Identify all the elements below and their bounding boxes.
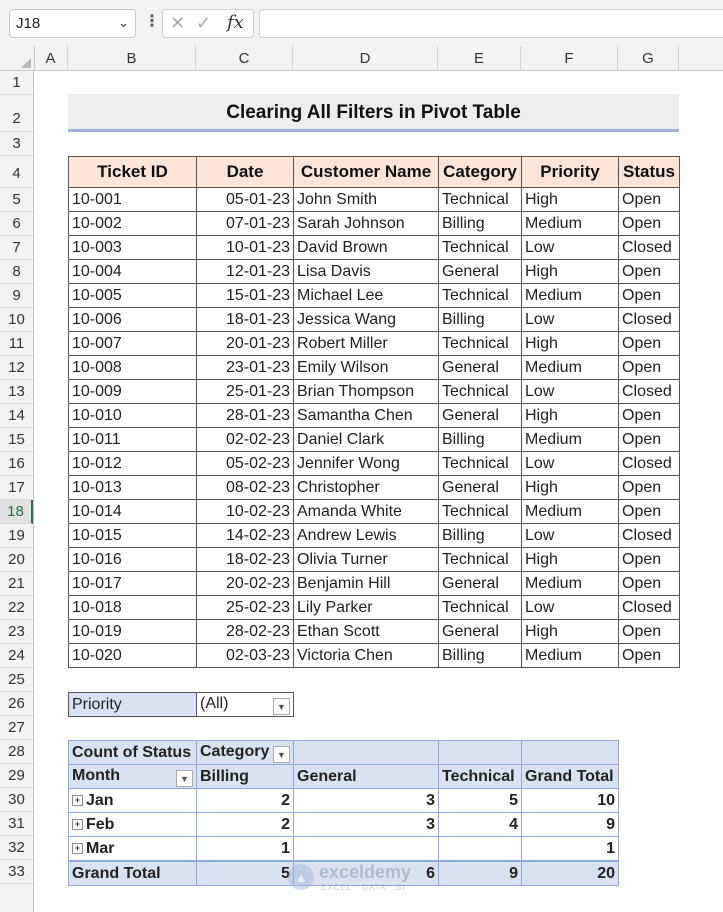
- filter-dropdown-icon[interactable]: ▼: [273, 698, 290, 715]
- table-row: [69, 260, 680, 284]
- cell-ticket-id[interactable]: 10-018: [69, 596, 197, 620]
- pivot-row-label-text: Feb: [86, 815, 115, 833]
- row-header[interactable]: 10: [0, 308, 33, 332]
- formula-bar: [0, 0, 723, 46]
- row-header[interactable]: 29: [0, 764, 33, 788]
- table-row: [69, 524, 680, 548]
- watermark: [288, 862, 438, 896]
- formula-input[interactable]: [259, 9, 723, 38]
- row-header[interactable]: 6: [0, 212, 33, 236]
- header-customer-name[interactable]: Customer Name: [294, 157, 439, 188]
- row-header[interactable]: 22: [0, 596, 33, 620]
- row-header[interactable]: 33: [0, 860, 33, 884]
- watermark-tagline: EXCEL · DATA · BI: [321, 883, 406, 892]
- cell-category[interactable]: Technical: [439, 332, 522, 356]
- cell-status[interactable]: Open: [619, 332, 680, 356]
- cell-priority[interactable]: High: [522, 188, 619, 212]
- grand-total-label[interactable]: Grand Total: [69, 861, 197, 886]
- select-all-corner[interactable]: [0, 46, 35, 71]
- pivot-cell[interactable]: 4: [439, 813, 522, 837]
- cell-customer-name[interactable]: Samantha Chen: [294, 404, 439, 428]
- row-header[interactable]: 25: [0, 668, 33, 692]
- cell-ticket-id[interactable]: 10-019: [69, 620, 197, 644]
- cell-status[interactable]: Open: [619, 476, 680, 500]
- cell-priority[interactable]: Low: [522, 308, 619, 332]
- row-header[interactable]: 16: [0, 452, 33, 476]
- table-row: [69, 332, 680, 356]
- cell-date[interactable]: 08-02-23: [197, 476, 294, 500]
- cell-date[interactable]: 15-01-23: [197, 284, 294, 308]
- cell-category[interactable]: Technical: [439, 596, 522, 620]
- cell-priority[interactable]: High: [522, 548, 619, 572]
- pivot-header-blank: [522, 741, 619, 765]
- pivot-filter-label[interactable]: Priority: [69, 693, 197, 717]
- cell-priority[interactable]: Medium: [522, 572, 619, 596]
- cell-priority[interactable]: High: [522, 332, 619, 356]
- row-header[interactable]: 2: [0, 95, 33, 132]
- cell-date[interactable]: 28-01-23: [197, 404, 294, 428]
- pivot-column-field[interactable]: [197, 741, 294, 765]
- cell-status[interactable]: Closed: [619, 452, 680, 476]
- cancel-icon[interactable]: ✕: [170, 13, 186, 33]
- cell-status[interactable]: Open: [619, 212, 680, 236]
- cell-customer-name[interactable]: David Brown: [294, 236, 439, 260]
- cell-priority[interactable]: High: [522, 476, 619, 500]
- cell-status[interactable]: Closed: [619, 596, 680, 620]
- cell-category[interactable]: Technical: [439, 500, 522, 524]
- table-row: [69, 380, 680, 404]
- cell-status[interactable]: Open: [619, 356, 680, 380]
- cell-priority[interactable]: Medium: [522, 284, 619, 308]
- pivot-col-header[interactable]: Billing: [197, 765, 294, 789]
- pivot-filter-value-cell[interactable]: [197, 693, 294, 717]
- cell-customer-name[interactable]: Ethan Scott: [294, 620, 439, 644]
- more-options-icon[interactable]: ⋮: [144, 13, 160, 30]
- grand-total-cell[interactable]: 5: [197, 861, 294, 886]
- row-header[interactable]: 28: [0, 740, 33, 764]
- pivot-row-field[interactable]: [69, 765, 197, 789]
- pivot-cell[interactable]: 10: [522, 789, 619, 813]
- cell-category[interactable]: Technical: [439, 188, 522, 212]
- cell-customer-name[interactable]: Sarah Johnson: [294, 212, 439, 236]
- cell-customer-name[interactable]: Amanda White: [294, 500, 439, 524]
- cell-priority[interactable]: Medium: [522, 644, 619, 668]
- row-filter-dropdown-icon[interactable]: ▼: [176, 770, 193, 787]
- grand-total-cell[interactable]: 20: [522, 861, 619, 886]
- cell-ticket-id[interactable]: 10-008: [69, 356, 197, 380]
- cell-ticket-id[interactable]: 10-001: [69, 188, 197, 212]
- column-header-b[interactable]: B: [68, 46, 196, 71]
- expand-plus-icon[interactable]: +: [72, 819, 83, 830]
- row-header[interactable]: 15: [0, 428, 33, 452]
- cell-ticket-id[interactable]: 10-012: [69, 452, 197, 476]
- table-row: [69, 500, 680, 524]
- pivot-cell[interactable]: 3: [294, 813, 439, 837]
- cell-category[interactable]: General: [439, 260, 522, 284]
- table-row: [69, 236, 680, 260]
- row-header[interactable]: 23: [0, 620, 33, 644]
- row-header[interactable]: 1: [0, 71, 33, 95]
- row-header[interactable]: 8: [0, 260, 33, 284]
- cell-ticket-id[interactable]: 10-020: [69, 644, 197, 668]
- column-headers: [0, 46, 723, 71]
- pivot-value-label[interactable]: Count of Status: [69, 741, 197, 765]
- header-ticket-id[interactable]: Ticket ID: [69, 157, 197, 188]
- cell-customer-name[interactable]: Olivia Turner: [294, 548, 439, 572]
- table-row: [69, 404, 680, 428]
- header-category[interactable]: Category: [439, 157, 522, 188]
- row-header[interactable]: 7: [0, 236, 33, 260]
- cell-date[interactable]: 10-02-23: [197, 500, 294, 524]
- cell-date[interactable]: 25-01-23: [197, 380, 294, 404]
- chevron-down-icon[interactable]: ⌄: [118, 15, 129, 30]
- cell-date[interactable]: 05-02-23: [197, 452, 294, 476]
- pivot-row-label[interactable]: [69, 837, 197, 862]
- pivot-cell[interactable]: 9: [522, 813, 619, 837]
- row-header[interactable]: 30: [0, 788, 33, 812]
- cell-date[interactable]: 02-03-23: [197, 644, 294, 668]
- row-header[interactable]: 20: [0, 548, 33, 572]
- cell-status[interactable]: Closed: [619, 308, 680, 332]
- cell-ticket-id[interactable]: 10-006: [69, 308, 197, 332]
- table-row: [69, 356, 680, 380]
- cell-category[interactable]: Technical: [439, 284, 522, 308]
- cell-ticket-id[interactable]: 10-017: [69, 572, 197, 596]
- cell-customer-name[interactable]: Emily Wilson: [294, 356, 439, 380]
- cell-category[interactable]: Billing: [439, 212, 522, 236]
- row-header[interactable]: 31: [0, 812, 33, 836]
- cell-date[interactable]: 28-02-23: [197, 620, 294, 644]
- cell-ticket-id[interactable]: 10-009: [69, 380, 197, 404]
- row-header[interactable]: 26: [0, 692, 33, 716]
- cell-date[interactable]: 05-01-23: [197, 188, 294, 212]
- cell-date[interactable]: 10-01-23: [197, 236, 294, 260]
- table-row: [69, 284, 680, 308]
- cell-priority[interactable]: Low: [522, 236, 619, 260]
- cell-date[interactable]: 12-01-23: [197, 260, 294, 284]
- cell-customer-name[interactable]: Lisa Davis: [294, 260, 439, 284]
- cell-category[interactable]: General: [439, 476, 522, 500]
- row-header[interactable]: 14: [0, 404, 33, 428]
- cell-priority[interactable]: High: [522, 260, 619, 284]
- insert-function-icon[interactable]: fx: [227, 12, 244, 33]
- row-header[interactable]: 27: [0, 716, 33, 740]
- table-row: [69, 572, 680, 596]
- ticket-data-table: [68, 156, 680, 668]
- cell-category[interactable]: Technical: [439, 548, 522, 572]
- cell-category[interactable]: Billing: [439, 524, 522, 548]
- cell-priority[interactable]: Low: [522, 452, 619, 476]
- pivot-row-label-text: Jan: [86, 791, 114, 809]
- row-header[interactable]: 3: [0, 132, 33, 156]
- pivot-cell[interactable]: [439, 837, 522, 862]
- name-box-value: J18: [16, 15, 41, 32]
- cell-category[interactable]: Technical: [439, 380, 522, 404]
- cell-priority[interactable]: Low: [522, 524, 619, 548]
- enter-check-icon[interactable]: ✓: [196, 13, 212, 33]
- cell-status[interactable]: Open: [619, 188, 680, 212]
- cell-status[interactable]: Open: [619, 428, 680, 452]
- table-row: [69, 620, 680, 644]
- row-headers: [0, 71, 34, 912]
- pivot-cell[interactable]: 1: [522, 837, 619, 862]
- cell-customer-name[interactable]: Michael Lee: [294, 284, 439, 308]
- column-header-e[interactable]: E: [438, 46, 521, 71]
- row-header[interactable]: 21: [0, 572, 33, 596]
- cell-status[interactable]: Open: [619, 500, 680, 524]
- row-header[interactable]: 19: [0, 524, 33, 548]
- row-header[interactable]: 11: [0, 332, 33, 356]
- cell-ticket-id[interactable]: 10-004: [69, 260, 197, 284]
- cell-category[interactable]: General: [439, 620, 522, 644]
- row-header[interactable]: 12: [0, 356, 33, 380]
- row-header[interactable]: 17: [0, 476, 33, 500]
- page-title: Clearing All Filters in Pivot Table: [68, 94, 679, 132]
- cell-customer-name[interactable]: Andrew Lewis: [294, 524, 439, 548]
- row-header[interactable]: 24: [0, 644, 33, 668]
- cell-customer-name[interactable]: Benjamin Hill: [294, 572, 439, 596]
- table-row: [69, 188, 680, 212]
- cell-customer-name[interactable]: Christopher: [294, 476, 439, 500]
- cell-status[interactable]: Closed: [619, 524, 680, 548]
- pivot-header-blank: [439, 741, 522, 765]
- cell-priority[interactable]: Medium: [522, 500, 619, 524]
- cell-customer-name[interactable]: Daniel Clark: [294, 428, 439, 452]
- cell-priority[interactable]: Medium: [522, 356, 619, 380]
- pivot-cell[interactable]: 2: [197, 813, 294, 837]
- cell-status[interactable]: Closed: [619, 380, 680, 404]
- cell-category[interactable]: Billing: [439, 308, 522, 332]
- cell-status[interactable]: Open: [619, 572, 680, 596]
- pivot-cell[interactable]: 1: [197, 837, 294, 862]
- cell-customer-name[interactable]: Brian Thompson: [294, 380, 439, 404]
- table-row: [69, 308, 680, 332]
- cell-category[interactable]: General: [439, 572, 522, 596]
- pivot-cell[interactable]: 5: [439, 789, 522, 813]
- cell-customer-name[interactable]: Lily Parker: [294, 596, 439, 620]
- column-header-a[interactable]: A: [34, 46, 68, 71]
- cell-customer-name[interactable]: Jennifer Wong: [294, 452, 439, 476]
- cell-ticket-id[interactable]: 10-014: [69, 500, 197, 524]
- cell-category[interactable]: Billing: [439, 644, 522, 668]
- cell-priority[interactable]: Low: [522, 380, 619, 404]
- cell-category[interactable]: General: [439, 356, 522, 380]
- table-row: [69, 476, 680, 500]
- cell-customer-name[interactable]: John Smith: [294, 188, 439, 212]
- row-header[interactable]: 32: [0, 836, 33, 860]
- header-status[interactable]: Status: [619, 157, 680, 188]
- header-row: [69, 157, 680, 188]
- cell-priority[interactable]: Medium: [522, 428, 619, 452]
- cell-priority[interactable]: High: [522, 620, 619, 644]
- cell-priority[interactable]: High: [522, 404, 619, 428]
- cell-category[interactable]: Billing: [439, 428, 522, 452]
- cell-date[interactable]: 23-01-23: [197, 356, 294, 380]
- pivot-filter-value: (All): [200, 694, 229, 712]
- grand-total-cell[interactable]: 6: [294, 861, 439, 886]
- cell-status[interactable]: Open: [619, 620, 680, 644]
- cell-date[interactable]: 18-02-23: [197, 548, 294, 572]
- cell-ticket-id[interactable]: 10-005: [69, 284, 197, 308]
- cell-date[interactable]: 14-02-23: [197, 524, 294, 548]
- cell-date[interactable]: 07-01-23: [197, 212, 294, 236]
- cell-ticket-id[interactable]: 10-010: [69, 404, 197, 428]
- expand-plus-icon[interactable]: +: [72, 795, 83, 806]
- cell-date[interactable]: 18-01-23: [197, 308, 294, 332]
- cell-status[interactable]: Open: [619, 404, 680, 428]
- column-header-g[interactable]: G: [618, 46, 679, 71]
- column-header-d[interactable]: D: [293, 46, 438, 71]
- cell-date[interactable]: 20-02-23: [197, 572, 294, 596]
- cell-ticket-id[interactable]: 10-016: [69, 548, 197, 572]
- pivot-cell[interactable]: [294, 837, 439, 862]
- pivot-cell[interactable]: 2: [197, 789, 294, 813]
- table-row: [69, 428, 680, 452]
- table-row: [69, 596, 680, 620]
- row-header[interactable]: 9: [0, 284, 33, 308]
- cell-ticket-id[interactable]: 10-015: [69, 524, 197, 548]
- cell-date[interactable]: 25-02-23: [197, 596, 294, 620]
- header-priority[interactable]: Priority: [522, 157, 619, 188]
- cell-category[interactable]: Technical: [439, 236, 522, 260]
- formula-buttons: [162, 9, 254, 38]
- pivot-column-field-label: Category: [200, 742, 270, 760]
- cell-priority[interactable]: Low: [522, 596, 619, 620]
- pivot-header-blank: [294, 741, 439, 765]
- cell-customer-name[interactable]: Robert Miller: [294, 332, 439, 356]
- pivot-row-label-text: Mar: [86, 839, 115, 857]
- watermark-name: exceldemy: [319, 862, 412, 882]
- pivot-col-header[interactable]: Technical: [439, 765, 522, 789]
- table-row: [69, 548, 680, 572]
- cell-customer-name[interactable]: Jessica Wang: [294, 308, 439, 332]
- cell-ticket-id[interactable]: 10-011: [69, 428, 197, 452]
- table-row: [69, 452, 680, 476]
- cell-status[interactable]: Closed: [619, 236, 680, 260]
- column-filter-dropdown-icon[interactable]: ▼: [273, 746, 290, 763]
- pivot-row-label[interactable]: [69, 789, 197, 813]
- cell-date[interactable]: 02-02-23: [197, 428, 294, 452]
- name-box[interactable]: [9, 9, 136, 38]
- cell-status[interactable]: Open: [619, 284, 680, 308]
- row-header[interactable]: 4: [0, 156, 33, 188]
- cell-priority[interactable]: Medium: [522, 212, 619, 236]
- pivot-filter: [68, 692, 294, 717]
- cell-ticket-id[interactable]: 10-003: [69, 236, 197, 260]
- pivot-cell[interactable]: 3: [294, 789, 439, 813]
- cell-status[interactable]: Open: [619, 548, 680, 572]
- cell-status[interactable]: Open: [619, 644, 680, 668]
- pivot-col-header[interactable]: Grand Total: [522, 765, 619, 789]
- pivot-col-header[interactable]: General: [294, 765, 439, 789]
- row-header-selected[interactable]: 18: [0, 500, 33, 524]
- table-row: [69, 212, 680, 236]
- cell-date[interactable]: 20-01-23: [197, 332, 294, 356]
- pivot-row-label[interactable]: [69, 813, 197, 837]
- pivot-row-field-label: Month: [72, 766, 120, 784]
- row-header[interactable]: 13: [0, 380, 33, 404]
- row-header[interactable]: 5: [0, 188, 33, 212]
- cell-ticket-id[interactable]: 10-007: [69, 332, 197, 356]
- cell-customer-name[interactable]: Victoria Chen: [294, 644, 439, 668]
- header-date[interactable]: Date: [197, 157, 294, 188]
- cell-status[interactable]: Open: [619, 260, 680, 284]
- table-row: [69, 644, 680, 668]
- grand-total-cell[interactable]: 9: [439, 861, 522, 886]
- cell-category[interactable]: General: [439, 404, 522, 428]
- expand-plus-icon[interactable]: +: [72, 843, 83, 854]
- cell-ticket-id[interactable]: 10-013: [69, 476, 197, 500]
- cell-category[interactable]: Technical: [439, 452, 522, 476]
- column-header-f[interactable]: F: [521, 46, 618, 71]
- cell-ticket-id[interactable]: 10-002: [69, 212, 197, 236]
- column-header-c[interactable]: C: [196, 46, 293, 71]
- exceldemy-logo-icon: ▲: [288, 864, 314, 890]
